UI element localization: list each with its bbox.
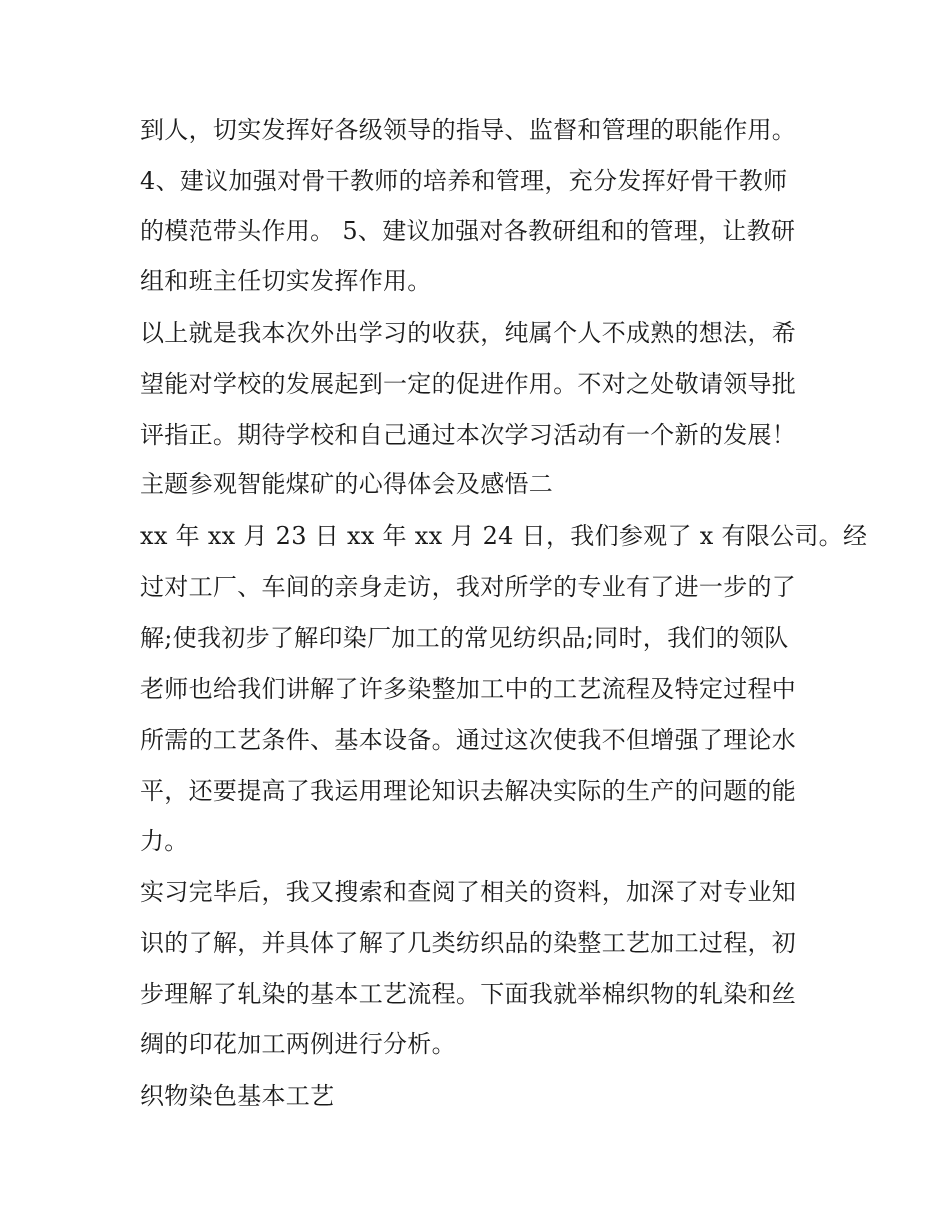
text-line-9: xx 年 xx 月 23 日 xx 年 xx 月 24 日，我们参观了 x 有限公司。经 [140, 522, 868, 550]
text-line-18: 步理解了轧染的基本工艺流程。下面我就举棉织物的轧染和丝 [140, 980, 797, 1008]
text-line-4: 组和班主任切实发挥作用。 [140, 267, 432, 295]
text-line-5: 以上就是我本次外出学习的收获，纯属个人不成熟的想法，希 [140, 319, 797, 347]
text-line-1: 到人，切实发挥好各级领导的指导、监督和管理的职能作用。 [140, 116, 797, 144]
text-line-16: 实习完毕后，我又搜索和查阅了相关的资料，加深了对专业知 [140, 878, 797, 906]
text-line-2: 4、建议加强对骨干教师的培养和管理，充分发挥好骨干教师 [140, 167, 788, 195]
text-line-12: 老师也给我们讲解了许多染整加工中的工艺流程及特定过程中 [140, 675, 797, 703]
text-line-15: 力。 [140, 827, 189, 855]
text-line-7: 评指正。期待学校和自己通过本次学习活动有一个新的发展！ [140, 421, 797, 449]
text-line-3: 的模范带头作用。 5、建议加强对各教研组和的管理，让教研 [140, 217, 796, 245]
text-line-6: 望能对学校的发展起到一定的促进作用。不对之处敬请领导批 [140, 370, 797, 398]
text-line-11: 解;使我初步了解印染厂加工的常见纺织品;同时，我们的领队 [140, 624, 789, 652]
section-heading: 主题参观智能煤矿的心得体会及感悟二 [140, 470, 554, 498]
text-line-10: 过对工厂、车间的亲身走访，我对所学的专业有了进一步的了 [140, 573, 797, 601]
subsection-heading: 织物染色基本工艺 [140, 1082, 335, 1110]
text-line-19: 绸的印花加工两例进行分析。 [140, 1030, 456, 1058]
text-line-14: 平，还要提高了我运用理论知识去解决实际的生产的问题的能 [140, 777, 797, 805]
text-line-17: 识的了解，并具体了解了几类纺织品的染整工艺加工过程，初 [140, 929, 797, 957]
text-line-13: 所需的工艺条件、基本设备。通过这次使我不但增强了理论水 [140, 726, 797, 754]
